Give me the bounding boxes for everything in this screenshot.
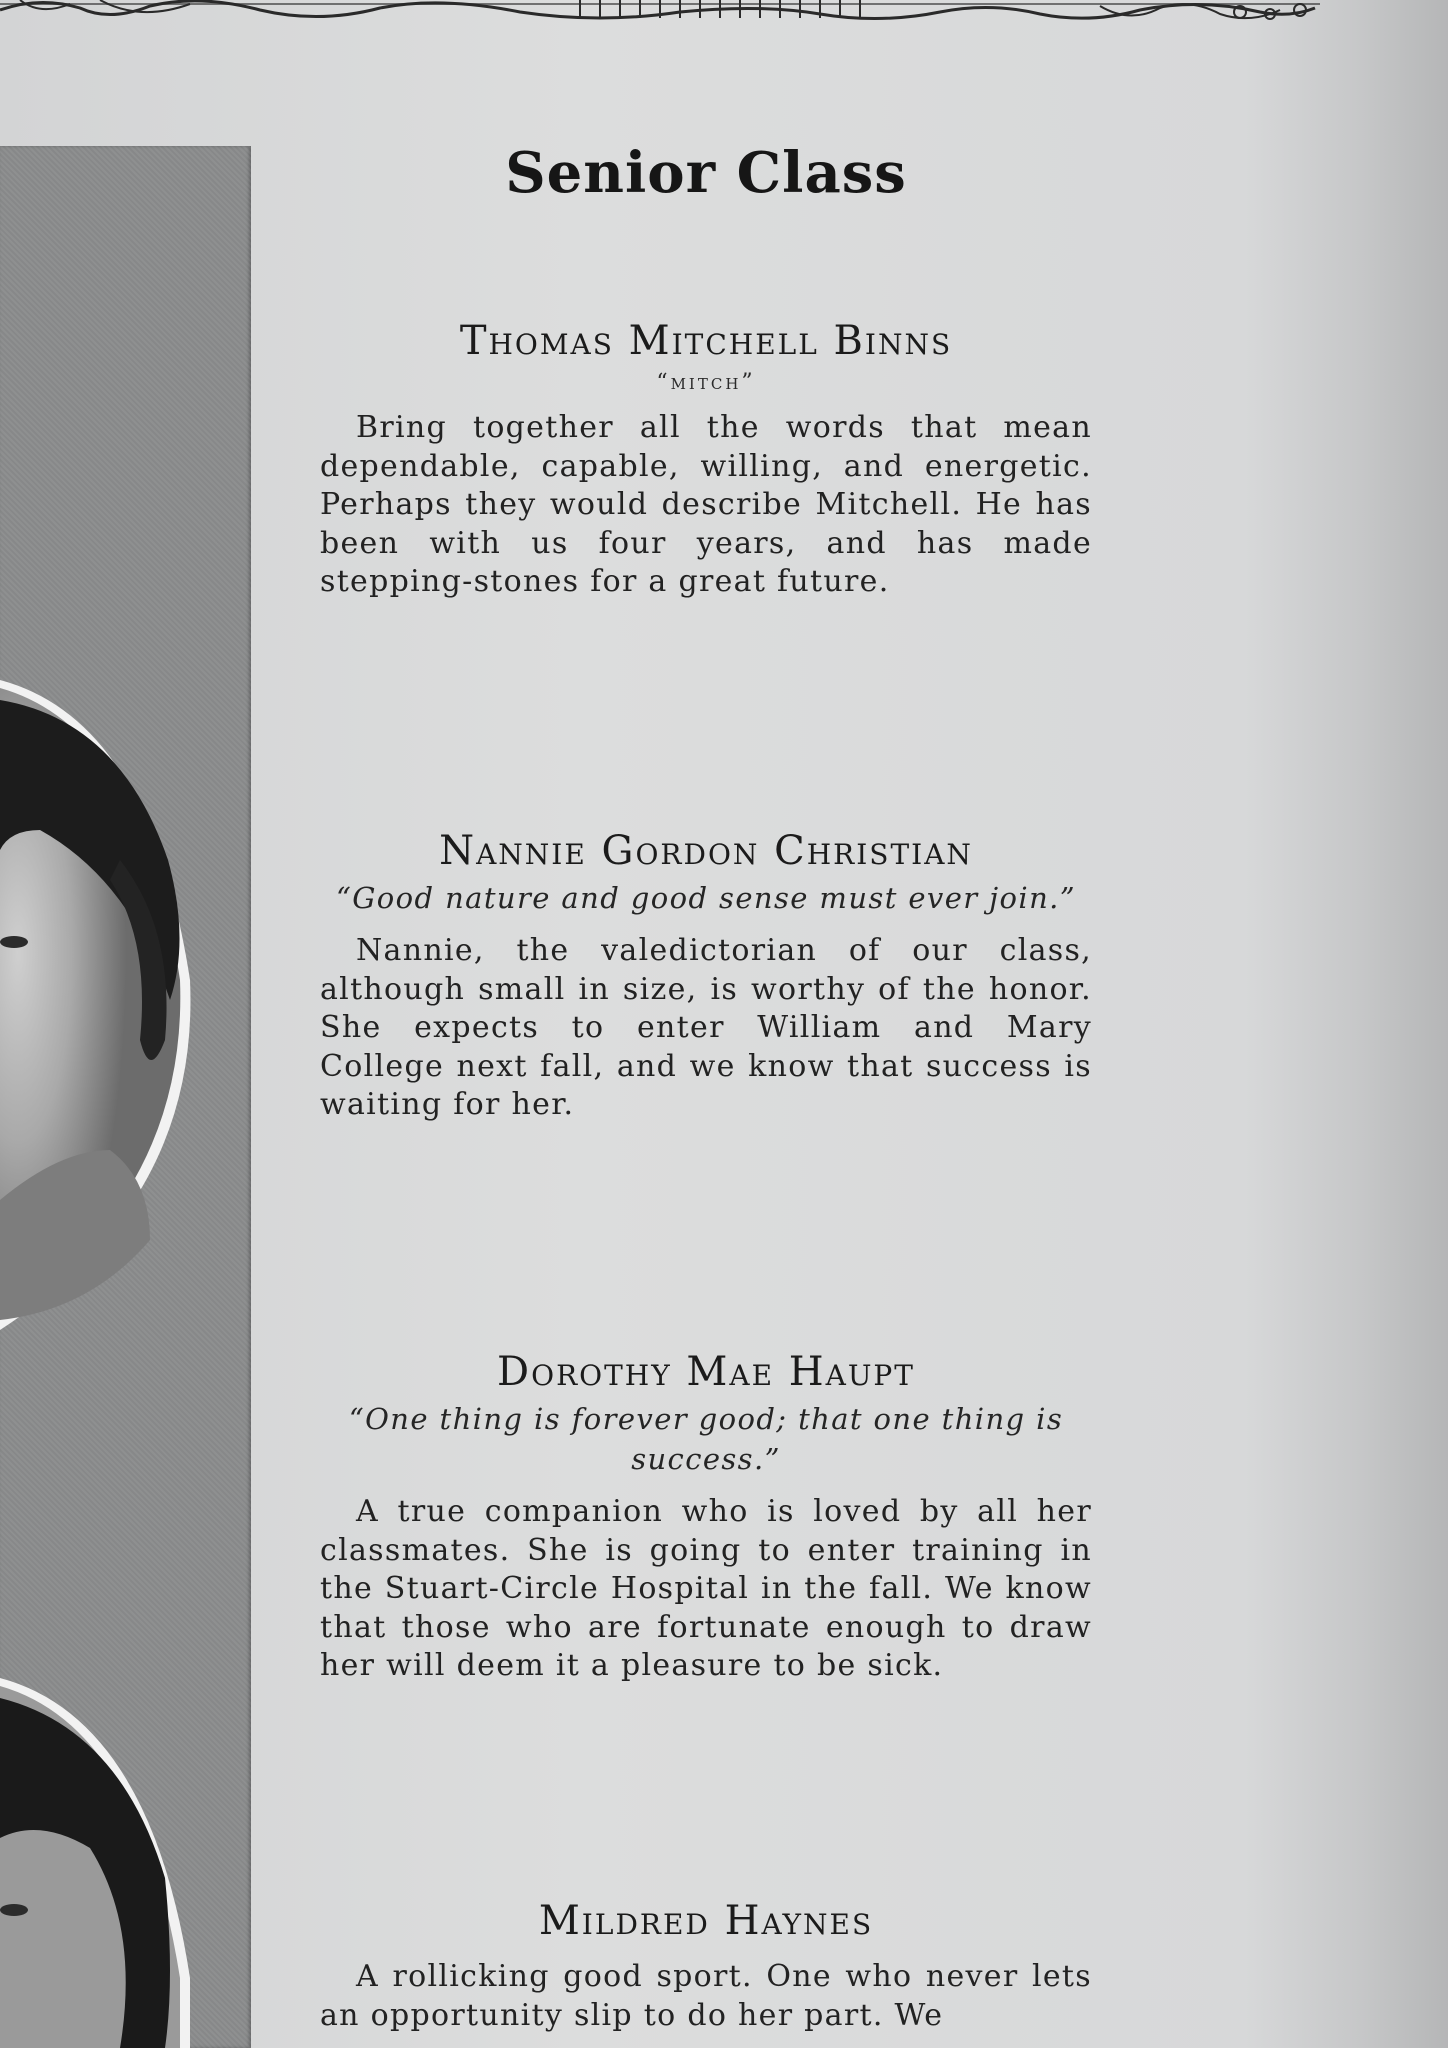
student-name: Thomas Mitchell Binns [459,318,953,364]
portrait-photo-panel [0,146,251,2048]
senior-entry-haynes [320,1898,1092,2035]
student-nickname: “mitch” [656,370,756,395]
student-bio: A rollicking good sport. One who never lets an opportunity slip to do her part. We [320,1959,1092,2033]
student-quote: “One thing is forever good; that one thing is success.” [348,1402,1064,1476]
student-name: Nannie Gordon Christian [439,828,973,874]
senior-entry-christian [320,828,1092,1125]
senior-entry-haupt [320,1349,1092,1686]
student-name: Mildred Haynes [538,1898,874,1944]
student-name: Dorothy Mae Haupt [497,1349,915,1395]
decorative-border-ornament [0,0,1320,30]
student-quote: “Good nature and good sense must ever join.” [336,881,1076,915]
portrait-photo-2 [0,1678,200,2048]
page-title: Senior Class [505,140,907,206]
student-bio: A true companion who is loved by all her classmates. She is going to enter training in the Stuart-Circle Hospital in the fall. We know that those who are fortunate enough to draw her will deem it a pleasure to be sick. [320,1494,1092,1683]
student-bio: Bring together all the words that mean dependable, capable, willing, and energetic. Perhaps they would describe Mitchell. He has been with us four years, and has made stepping-stones for a great future. [320,410,1092,599]
student-bio: Nannie, the valedictorian of our class, although small in size, is worthy of the honor. She expects to enter William and Mary College next fall, and we know that success is waiting for her. [320,933,1092,1122]
senior-entry-binns [320,318,1092,602]
portrait-photo-1 [0,680,200,1330]
